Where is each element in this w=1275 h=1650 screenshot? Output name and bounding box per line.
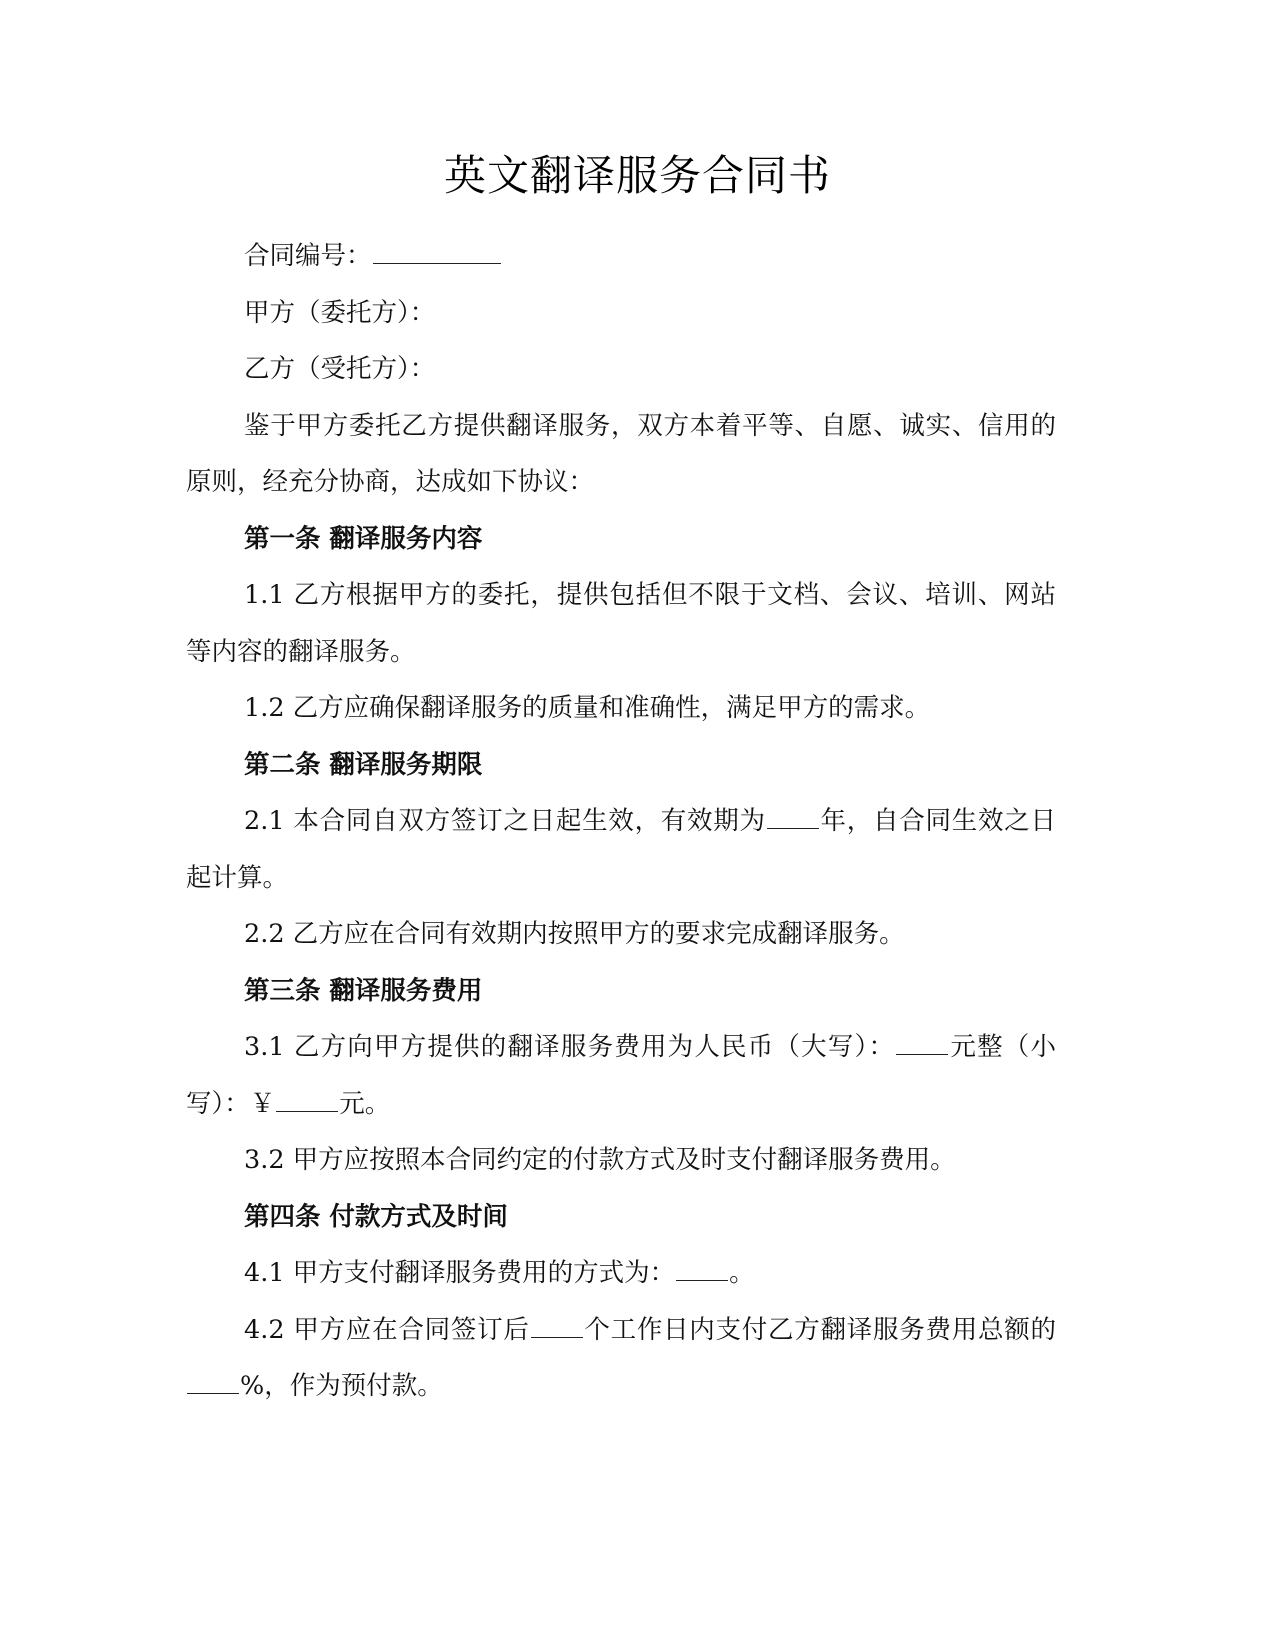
clause-3-2: 3.2 甲方应按照本合同约定的付款方式及时支付翻译服务费用。 <box>244 1145 956 1175</box>
section-1-heading: 第一条 翻译服务内容 <box>244 523 483 554</box>
clause-4-2 <box>186 1302 1056 1415</box>
clause-3-1-text-middle: 元整（小写）：￥ <box>186 1032 1056 1119</box>
section-4-heading: 第四条 付款方式及时间 <box>244 1201 508 1232</box>
clause-2-2: 2.2 乙方应在合同有效期内按照甲方的要求完成翻译服务。 <box>244 919 905 949</box>
fee-lowercase-blank <box>276 1089 338 1112</box>
clause-3-1 <box>186 1019 1056 1132</box>
party-b-label: 乙方（受托方）： <box>244 354 436 384</box>
clause-4-1-text-before: 4.1 甲方支付翻译服务费用的方式为： <box>244 1258 676 1288</box>
clause-1-2: 1.2 乙方应确保翻译服务的质量和准确性，满足甲方的需求。 <box>244 693 931 723</box>
contract-number-label: 合同编号： <box>244 241 372 271</box>
clause-2-1 <box>186 793 1056 906</box>
clause-2-1-text-before: 2.1 本合同自双方签订之日起生效，有效期为 <box>244 806 766 836</box>
clause-1-1: 1.1 乙方根据甲方的委托，提供包括但不限于文档、会议、培训、网站等内容的翻译服务。 <box>186 580 1056 667</box>
fee-uppercase-blank <box>896 1032 948 1055</box>
payment-method-blank <box>676 1258 728 1281</box>
clause-4-2-text-after: %，作为预付款。 <box>240 1371 443 1401</box>
workdays-blank <box>531 1315 583 1338</box>
section-3-heading: 第三条 翻译服务费用 <box>244 975 483 1006</box>
contract-number-blank <box>373 241 501 264</box>
document-title: 英文翻译服务合同书 <box>443 151 831 200</box>
clause-4-1 <box>186 1245 1056 1302</box>
clause-4-2-text-middle: 个工作日内支付乙方翻译服务费用总额的 <box>583 1314 1056 1345</box>
contract-number-line <box>186 228 1056 285</box>
document-body <box>186 228 1056 1415</box>
clause-2-1-text-after: 年，自合同生效之日起计算。 <box>186 806 1056 893</box>
term-years-blank <box>767 806 819 829</box>
clause-4-1-text-after: 。 <box>729 1258 755 1288</box>
clause-3-1-text-after: 元。 <box>339 1088 391 1119</box>
party-a-label: 甲方（委托方）： <box>244 297 436 328</box>
preamble: 鉴于甲方委托乙方提供翻译服务，双方本着平等、自愿、诚实、信用的原则，经充分协商，达成如下协议： <box>186 410 1056 497</box>
clause-4-2-text-before: 4.2 甲方应在合同签订后 <box>244 1314 530 1345</box>
clause-3-1-text-before: 3.1 乙方向甲方提供的翻译服务费用为人民币（大写）： <box>244 1032 896 1062</box>
prepayment-percent-blank <box>187 1371 239 1394</box>
section-2-heading: 第二条 翻译服务期限 <box>244 749 483 780</box>
